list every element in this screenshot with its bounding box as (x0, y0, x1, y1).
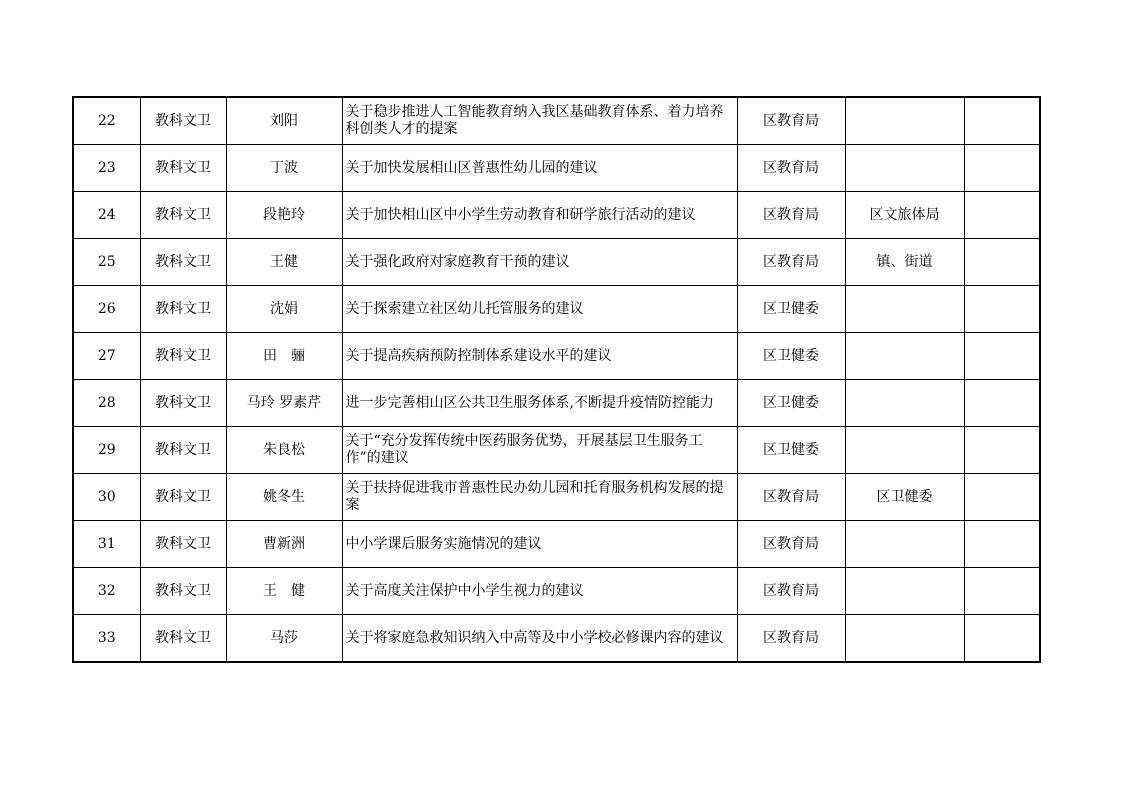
table-row (73, 380, 1040, 427)
table-row (73, 239, 1040, 286)
row-title: 关于扶持促进我市普惠性民办幼儿园和托育服务机构发展的提案 (342, 474, 737, 521)
row-assist-unit (845, 380, 964, 427)
row-proposer: 丁波 (226, 145, 342, 192)
table-row (73, 333, 1040, 380)
table-row (73, 192, 1040, 239)
row-lead-unit: 区卫健委 (737, 286, 845, 333)
row-number: 25 (73, 239, 140, 286)
row-proposer: 刘阳 (226, 97, 342, 145)
row-lead-unit: 区教育局 (737, 239, 845, 286)
row-remark (964, 568, 1040, 615)
row-assist-unit (845, 333, 964, 380)
row-title: 关于将家庭急救知识纳入中高等及中小学校必修课内容的建议 (342, 615, 737, 663)
row-group: 教科文卫 (140, 380, 226, 427)
row-assist-unit (845, 521, 964, 568)
row-assist-unit (845, 427, 964, 474)
row-title: 关于高度关注保护中小学生视力的建议 (342, 568, 737, 615)
row-title: 关于“充分发挥传统中医药服务优势，开展基层卫生服务工作”的建议 (342, 427, 737, 474)
row-proposer: 田 骊 (226, 333, 342, 380)
row-assist-unit (845, 568, 964, 615)
row-assist-unit: 镇、街道 (845, 239, 964, 286)
row-number: 26 (73, 286, 140, 333)
row-remark (964, 615, 1040, 663)
table-row (73, 615, 1040, 663)
row-proposer: 王 健 (226, 568, 342, 615)
table-row (73, 474, 1040, 521)
row-number: 31 (73, 521, 140, 568)
table-row (73, 145, 1040, 192)
row-group: 教科文卫 (140, 192, 226, 239)
row-proposer: 马玲 罗素芹 (226, 380, 342, 427)
row-proposer: 段艳玲 (226, 192, 342, 239)
row-remark (964, 286, 1040, 333)
row-assist-unit (845, 97, 964, 145)
row-remark (964, 333, 1040, 380)
row-assist-unit (845, 145, 964, 192)
row-group: 教科文卫 (140, 286, 226, 333)
row-group: 教科文卫 (140, 97, 226, 145)
row-remark (964, 192, 1040, 239)
row-group: 教科文卫 (140, 474, 226, 521)
proposals-table-body (73, 97, 1040, 662)
row-group: 教科文卫 (140, 568, 226, 615)
row-lead-unit: 区教育局 (737, 192, 845, 239)
row-remark (964, 97, 1040, 145)
table-row (73, 521, 1040, 568)
row-number: 23 (73, 145, 140, 192)
row-number: 27 (73, 333, 140, 380)
row-number: 22 (73, 97, 140, 145)
row-group: 教科文卫 (140, 521, 226, 568)
row-number: 24 (73, 192, 140, 239)
row-lead-unit: 区教育局 (737, 97, 845, 145)
table-row (73, 427, 1040, 474)
row-assist-unit (845, 286, 964, 333)
row-number: 28 (73, 380, 140, 427)
row-lead-unit: 区教育局 (737, 568, 845, 615)
row-proposer: 王健 (226, 239, 342, 286)
row-lead-unit: 区卫健委 (737, 333, 845, 380)
row-number: 29 (73, 427, 140, 474)
row-title: 关于加快发展相山区普惠性幼儿园的建议 (342, 145, 737, 192)
row-remark (964, 145, 1040, 192)
row-title: 关于稳步推进人工智能教育纳入我区基础教育体系、着力培养科创类人才的提案 (342, 97, 737, 145)
row-number: 30 (73, 474, 140, 521)
row-group: 教科文卫 (140, 239, 226, 286)
row-proposer: 朱良松 (226, 427, 342, 474)
table-row (73, 286, 1040, 333)
row-lead-unit: 区教育局 (737, 145, 845, 192)
row-title: 关于探索建立社区幼儿托管服务的建议 (342, 286, 737, 333)
row-group: 教科文卫 (140, 427, 226, 474)
row-lead-unit: 区卫健委 (737, 427, 845, 474)
row-assist-unit: 区卫健委 (845, 474, 964, 521)
row-number: 32 (73, 568, 140, 615)
row-assist-unit (845, 615, 964, 663)
row-proposer: 曹新洲 (226, 521, 342, 568)
proposals-table (72, 96, 1041, 663)
row-lead-unit: 区教育局 (737, 521, 845, 568)
row-remark (964, 380, 1040, 427)
row-proposer: 沈娟 (226, 286, 342, 333)
row-remark (964, 474, 1040, 521)
row-remark (964, 239, 1040, 286)
row-title: 关于提高疾病预防控制体系建设水平的建议 (342, 333, 737, 380)
row-title: 关于强化政府对家庭教育干预的建议 (342, 239, 737, 286)
table-row (73, 97, 1040, 145)
row-proposer: 马莎 (226, 615, 342, 663)
row-group: 教科文卫 (140, 145, 226, 192)
row-remark (964, 521, 1040, 568)
row-group: 教科文卫 (140, 333, 226, 380)
row-group: 教科文卫 (140, 615, 226, 663)
row-proposer: 姚冬生 (226, 474, 342, 521)
row-title: 进一步完善相山区公共卫生服务体系,不断提升疫情防控能力 (342, 380, 737, 427)
table-row (73, 568, 1040, 615)
row-number: 33 (73, 615, 140, 663)
row-lead-unit: 区教育局 (737, 615, 845, 663)
row-assist-unit: 区文旅体局 (845, 192, 964, 239)
row-lead-unit: 区教育局 (737, 474, 845, 521)
row-lead-unit: 区卫健委 (737, 380, 845, 427)
row-title: 关于加快相山区中小学生劳动教育和研学旅行活动的建议 (342, 192, 737, 239)
row-remark (964, 427, 1040, 474)
row-title: 中小学课后服务实施情况的建议 (342, 521, 737, 568)
